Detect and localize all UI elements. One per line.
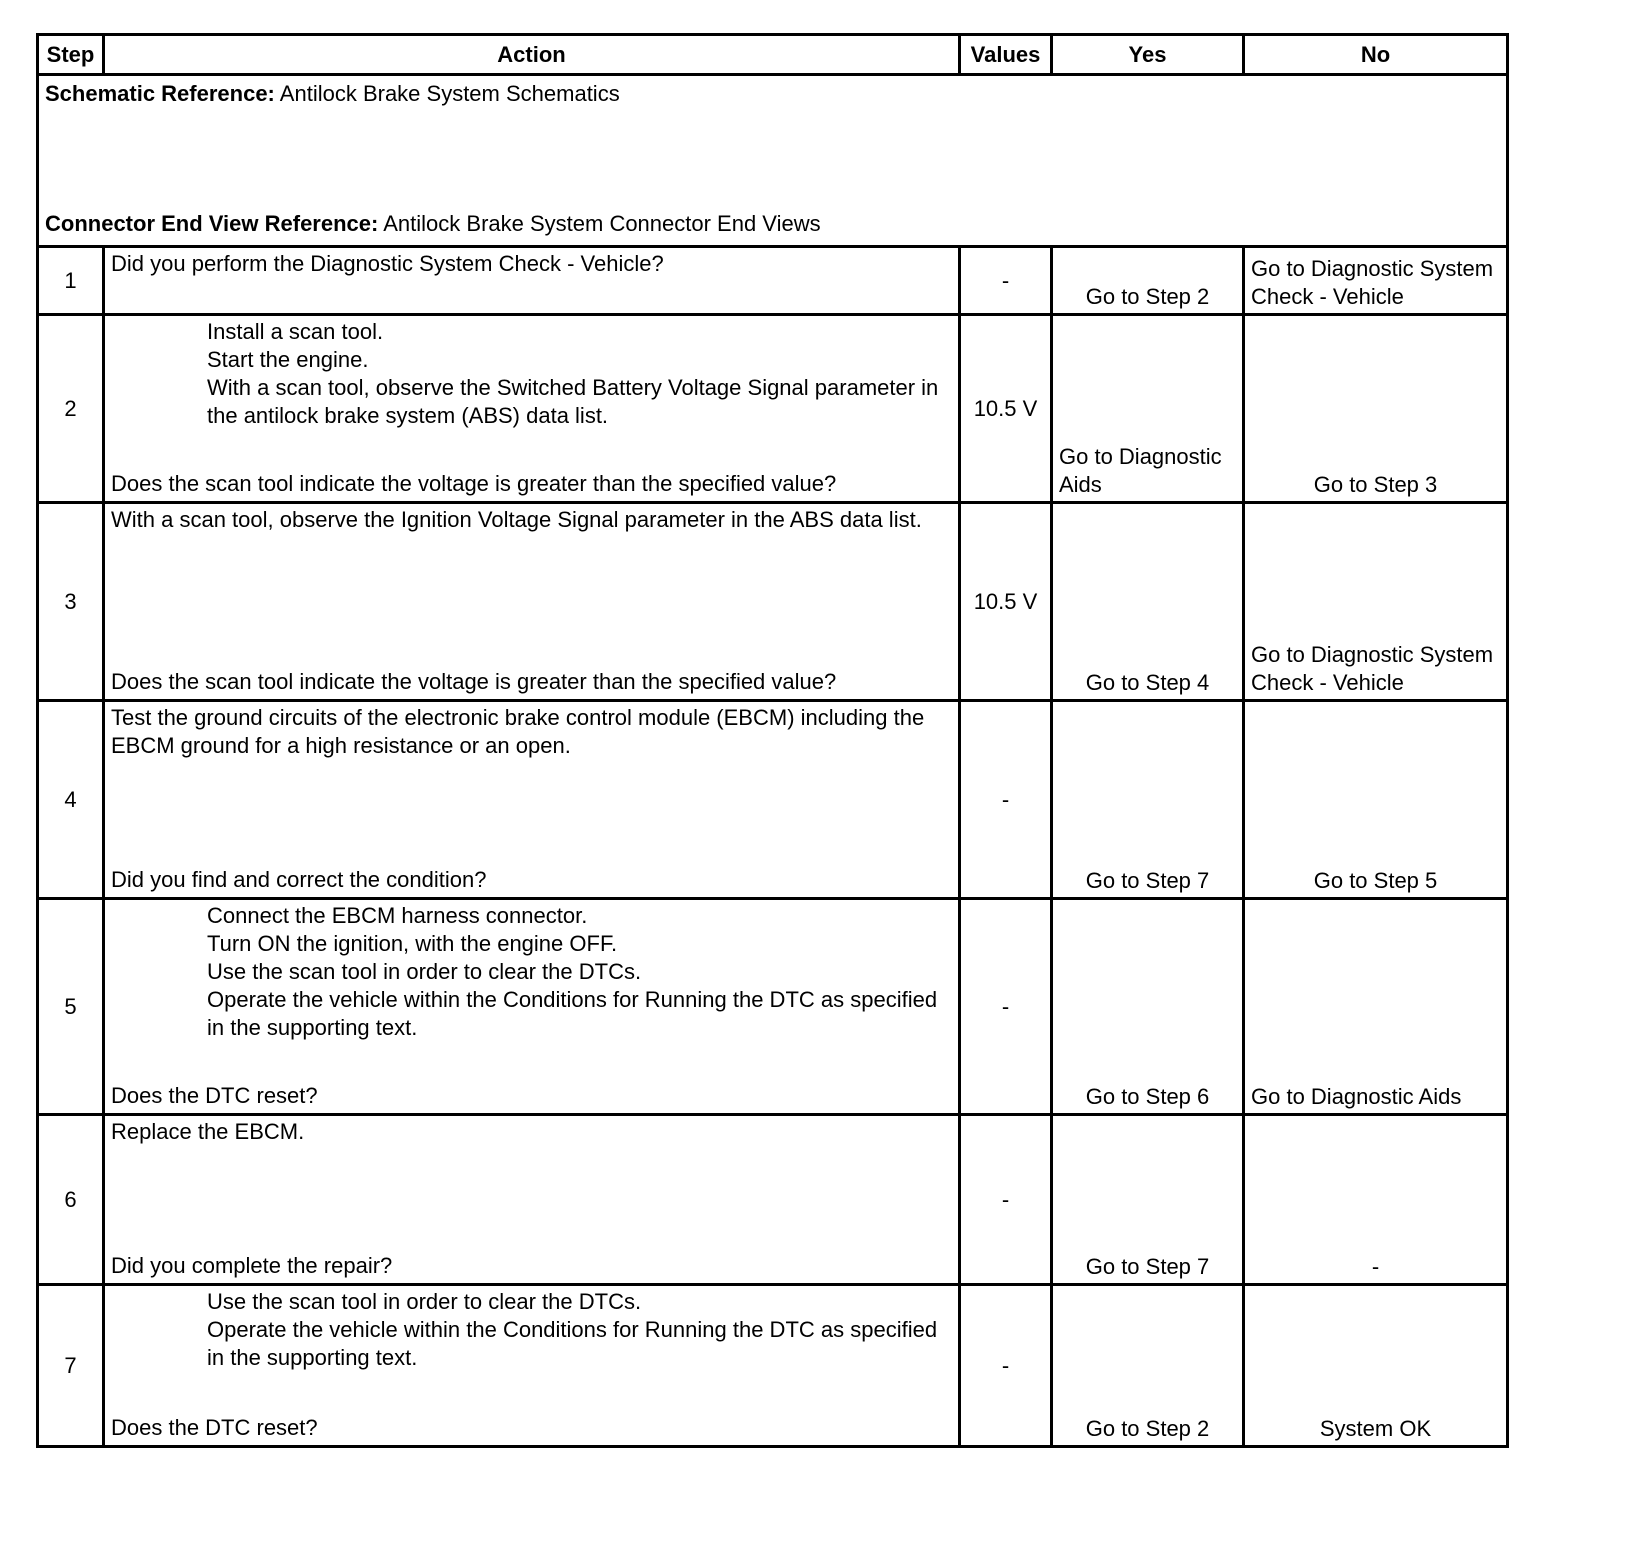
step-yes xyxy=(1052,503,1244,701)
step-no xyxy=(1244,701,1508,899)
instruction-item: Use the scan tool in order to clear the DTCs. xyxy=(207,1289,642,1314)
header-no: No xyxy=(1244,35,1508,75)
header-step: Step xyxy=(38,35,104,75)
step-number: 4 xyxy=(38,701,104,899)
step-question: Does the scan tool indicate the voltage is greater than the specified value? xyxy=(111,471,837,496)
step-number: 7 xyxy=(38,1285,104,1447)
step-action xyxy=(104,701,960,899)
header-yes: Yes xyxy=(1052,35,1244,75)
step-question: Does the DTC reset? xyxy=(111,1415,318,1440)
reference-row xyxy=(38,75,1508,247)
yes-link[interactable]: Go to Step 2 xyxy=(1085,1416,1210,1441)
step-no xyxy=(1244,247,1508,315)
step-instructions xyxy=(111,902,952,1042)
step-value: - xyxy=(960,1115,1052,1285)
step-yes xyxy=(1052,899,1244,1115)
diagnostic-table xyxy=(36,33,1509,1448)
header-action: Action xyxy=(104,35,960,75)
yes-link[interactable]: Go to Step 6 xyxy=(1085,1084,1210,1109)
step-yes xyxy=(1052,701,1244,899)
no-value: - xyxy=(1371,1254,1380,1279)
step-text: With a scan tool, observe the Ignition Voltage Signal parameter in the ABS data list. xyxy=(111,507,922,532)
step-yes xyxy=(1052,315,1244,503)
connector-reference-link[interactable]: Antilock Brake System Connector End Views xyxy=(383,211,821,236)
step-no xyxy=(1244,315,1508,503)
schematic-reference-link[interactable]: Antilock Brake System Schematics xyxy=(279,81,620,106)
step-yes xyxy=(1052,1285,1244,1447)
step-no xyxy=(1244,1285,1508,1447)
instruction-item: Operate the vehicle within the Conditions for Running the DTC as specified in the supporting text. xyxy=(207,987,938,1040)
step-no xyxy=(1244,1115,1508,1285)
no-link[interactable]: Go to Diagnostic System Check - Vehicle xyxy=(1251,256,1494,309)
instruction-item: Start the engine. xyxy=(207,347,369,372)
step-text: Test the ground circuits of the electronic brake control module (EBCM) including the EBCM ground for a high resistance or an open. xyxy=(111,705,925,758)
step-number: 2 xyxy=(38,315,104,503)
step-number: 1 xyxy=(38,247,104,315)
step-yes xyxy=(1052,1115,1244,1285)
reference-cell xyxy=(38,75,1508,247)
schematic-reference-label: Schematic Reference: xyxy=(45,81,275,106)
step-question: Did you perform the Diagnostic System Check - Vehicle? xyxy=(111,251,664,276)
step-yes xyxy=(1052,247,1244,315)
step-question: Does the DTC reset? xyxy=(111,1083,318,1108)
no-link[interactable]: Go to Step 5 xyxy=(1313,868,1438,893)
table-row xyxy=(38,1285,1508,1447)
table-row xyxy=(38,315,1508,503)
yes-link[interactable]: Go to Diagnostic Aids xyxy=(1059,444,1222,497)
table-row xyxy=(38,701,1508,899)
yes-link[interactable]: Go to Step 7 xyxy=(1085,868,1210,893)
no-value: System OK xyxy=(1319,1416,1432,1441)
step-action xyxy=(104,503,960,701)
table-row xyxy=(38,247,1508,315)
instruction-item: Use the scan tool in order to clear the DTCs. xyxy=(207,959,642,984)
step-question: Did you find and correct the condition? xyxy=(111,867,487,892)
no-link[interactable]: Go to Diagnostic System Check - Vehicle xyxy=(1251,642,1494,695)
schematic-reference xyxy=(45,80,620,108)
step-instructions xyxy=(111,318,952,430)
instruction-item: Turn ON the ignition, with the engine OFF. xyxy=(207,931,618,956)
no-link[interactable]: Go to Diagnostic Aids xyxy=(1251,1084,1462,1109)
step-no xyxy=(1244,503,1508,701)
step-text: Replace the EBCM. xyxy=(111,1119,305,1144)
step-value: - xyxy=(960,1285,1052,1447)
step-question: Did you complete the repair? xyxy=(111,1253,393,1278)
table-row xyxy=(38,503,1508,701)
step-action xyxy=(104,315,960,503)
step-value: - xyxy=(960,247,1052,315)
header-row xyxy=(38,35,1508,75)
step-number: 3 xyxy=(38,503,104,701)
no-link[interactable]: Go to Step 3 xyxy=(1313,472,1438,497)
step-action xyxy=(104,1285,960,1447)
instruction-item: With a scan tool, observe the Switched Battery Voltage Signal parameter in the antilock brake system (ABS) data list. xyxy=(207,375,939,428)
connector-reference xyxy=(45,210,821,238)
step-value: - xyxy=(960,899,1052,1115)
step-value: 10.5 V xyxy=(960,503,1052,701)
yes-link[interactable]: Go to Step 2 xyxy=(1085,284,1210,309)
table-row xyxy=(38,899,1508,1115)
step-number: 6 xyxy=(38,1115,104,1285)
step-value: - xyxy=(960,701,1052,899)
step-question: Does the scan tool indicate the voltage is greater than the specified value? xyxy=(111,669,837,694)
connector-reference-label: Connector End View Reference: xyxy=(45,211,379,236)
instruction-item: Operate the vehicle within the Conditions for Running the DTC as specified in the supporting text. xyxy=(207,1317,938,1370)
instruction-item: Install a scan tool. xyxy=(207,319,384,344)
step-value: 10.5 V xyxy=(960,315,1052,503)
yes-link[interactable]: Go to Step 4 xyxy=(1085,670,1210,695)
instruction-item: Connect the EBCM harness connector. xyxy=(207,903,588,928)
step-action xyxy=(104,1115,960,1285)
table-row xyxy=(38,1115,1508,1285)
step-action xyxy=(104,247,960,315)
step-action xyxy=(104,899,960,1115)
header-values: Values xyxy=(960,35,1052,75)
step-instructions xyxy=(111,1288,952,1372)
yes-link[interactable]: Go to Step 7 xyxy=(1085,1254,1210,1279)
step-number: 5 xyxy=(38,899,104,1115)
step-no xyxy=(1244,899,1508,1115)
